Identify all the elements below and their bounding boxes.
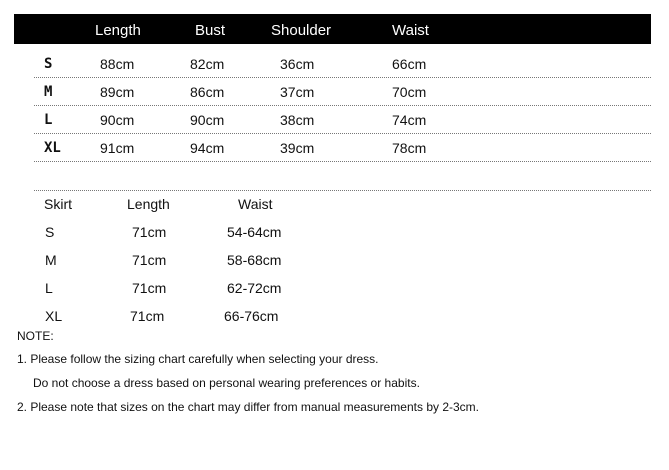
size-label: L: [44, 112, 53, 128]
note-line-1: 1. Please follow the sizing chart carefully when selecting your dress.: [17, 352, 379, 366]
header-bust: Bust: [195, 22, 226, 39]
dress-row-m: [14, 78, 651, 106]
bust-value: 90cm: [190, 112, 225, 128]
header-waist: Waist: [392, 22, 429, 39]
dress-table-header: [14, 14, 651, 44]
skirt-size-s: S: [45, 224, 55, 240]
skirt-length-value: 71cm: [132, 252, 167, 268]
length-value: 89cm: [100, 84, 135, 100]
skirt-size-m: M: [45, 252, 57, 268]
shoulder-value: 39cm: [280, 140, 315, 156]
length-value: 88cm: [100, 56, 135, 72]
waist-value: 70cm: [392, 84, 427, 100]
skirt-length-value: 71cm: [130, 308, 165, 324]
skirt-header-label: Skirt: [44, 196, 72, 212]
waist-value: 66cm: [392, 56, 427, 72]
skirt-waist-value: 54-64cm: [227, 224, 282, 240]
skirt-header-waist: Waist: [238, 196, 273, 212]
waist-value: 78cm: [392, 140, 427, 156]
shoulder-value: 38cm: [280, 112, 315, 128]
waist-value: 74cm: [392, 112, 427, 128]
skirt-size-l: L: [45, 280, 53, 296]
length-value: 90cm: [100, 112, 135, 128]
note-line-3: 2. Please note that sizes on the chart may differ from manual measurements by 2-3cm.: [17, 400, 479, 414]
shoulder-value: 37cm: [280, 84, 315, 100]
bust-value: 94cm: [190, 140, 225, 156]
row-divider: [34, 161, 651, 162]
skirt-waist-value: 62-72cm: [227, 280, 282, 296]
header-shoulder: Shoulder: [271, 22, 332, 39]
skirt-waist-value: 58-68cm: [227, 252, 282, 268]
empty-row-divider: [34, 190, 651, 191]
length-value: 91cm: [100, 140, 135, 156]
skirt-size-xl: XL: [45, 308, 63, 324]
skirt-length-value: 71cm: [132, 280, 167, 296]
dress-row-s: [14, 50, 651, 78]
size-label: S: [44, 56, 53, 72]
note-title: NOTE:: [17, 329, 54, 343]
skirt-header-length: Length: [127, 196, 170, 212]
note-line-2: Do not choose a dress based on personal wearing preferences or habits.: [33, 376, 420, 390]
bust-value: 82cm: [190, 56, 225, 72]
skirt-length-value: 71cm: [132, 224, 167, 240]
shoulder-value: 36cm: [280, 56, 315, 72]
bust-value: 86cm: [190, 84, 225, 100]
size-label: M: [44, 84, 53, 100]
skirt-waist-value: 66-76cm: [224, 308, 279, 324]
header-length: Length: [95, 22, 141, 39]
dress-row-l: [14, 106, 651, 134]
size-label: XL: [44, 140, 61, 156]
dress-row-xl: [14, 134, 651, 162]
